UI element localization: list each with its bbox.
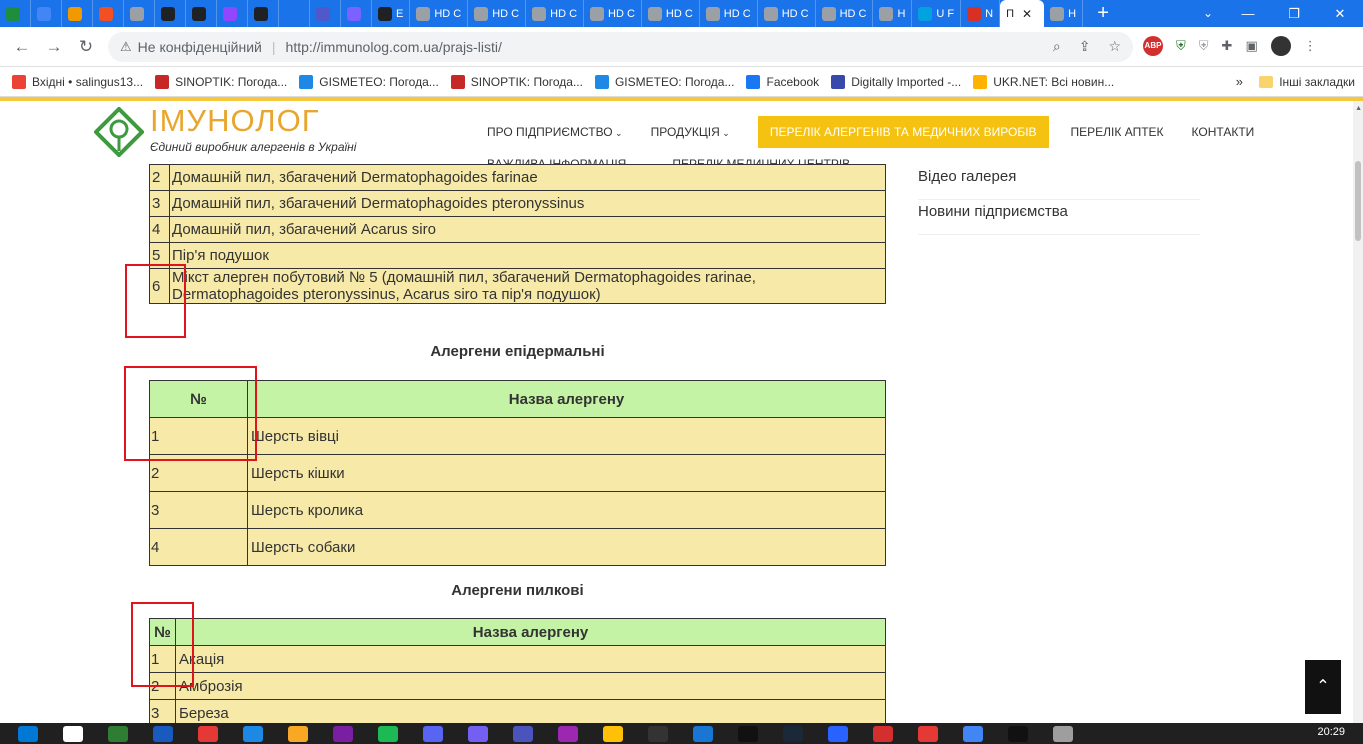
bookmark-item[interactable] <box>973 75 1114 89</box>
table-row <box>150 673 886 700</box>
bookmark-favicon-icon <box>746 75 760 89</box>
tab-favicon-icon <box>590 7 604 21</box>
taskbar-clock[interactable]: 20:29 <box>1317 726 1345 738</box>
divider: | <box>271 39 276 55</box>
windows-taskbar <box>0 723 1363 744</box>
bookmark-label: UKR.NET: Всі новин... <box>993 74 1115 89</box>
browser-tab[interactable] <box>279 0 310 27</box>
tab-favicon-icon <box>37 7 51 21</box>
forward-button[interactable]: → <box>45 36 63 56</box>
table-row <box>150 269 886 304</box>
browser-tab[interactable] <box>700 0 758 27</box>
tab-favicon-icon <box>99 7 113 21</box>
annotation-box <box>124 366 257 461</box>
taskbar-app-icon[interactable] <box>63 726 83 742</box>
tab-favicon-icon <box>416 7 430 21</box>
tab-label: HD C <box>608 7 635 20</box>
browser-tab[interactable] <box>584 0 642 27</box>
nav-item-label: ПЕРЕЛІК АПТЕК <box>1070 125 1164 139</box>
browser-tab[interactable] <box>961 0 1000 27</box>
tab-label: H <box>1068 7 1077 20</box>
bookmark-favicon-icon <box>595 75 609 89</box>
tab-favicon-icon <box>764 7 778 21</box>
browser-tab[interactable] <box>912 0 961 27</box>
tab-favicon-icon <box>378 7 392 21</box>
security-label[interactable]: Не конфіденційний <box>137 39 262 55</box>
allergen-name: Шерсть кішки <box>248 455 886 492</box>
browser-menu-icon[interactable]: ⋮ <box>1303 38 1317 53</box>
bookmark-favicon-icon <box>831 75 845 89</box>
bookmark-item[interactable] <box>746 75 819 89</box>
tab-favicon-icon <box>1050 7 1064 21</box>
row-number: 4 <box>150 529 248 566</box>
tab-label: E <box>396 7 404 20</box>
nav-item[interactable] <box>1071 125 1164 139</box>
taskbar-app-icon[interactable] <box>153 726 173 742</box>
tab-label: HD C <box>781 7 809 20</box>
taskbar-app-icon[interactable] <box>693 726 713 742</box>
table-row <box>150 492 886 529</box>
side-panel-icon[interactable]: ▣ <box>1245 38 1258 53</box>
table-row <box>150 165 886 191</box>
bookmark-item[interactable] <box>299 75 439 89</box>
column-number-header: № <box>150 619 176 646</box>
tab-favicon-icon <box>6 7 20 21</box>
table-row <box>150 217 886 243</box>
tab-favicon-icon <box>474 7 488 21</box>
row-number: 3 <box>150 191 170 217</box>
tab-favicon-icon <box>223 7 237 21</box>
allergen-name: Шерсть собаки <box>248 529 886 566</box>
header-accent-line <box>0 97 1363 101</box>
taskbar-app-icon[interactable] <box>603 726 623 742</box>
bookmark-label: Digitally Imported -... <box>851 74 962 89</box>
taskbar-app-icon[interactable] <box>963 726 983 742</box>
row-number: 3 <box>150 700 176 724</box>
share-icon[interactable]: ⇪ <box>1078 38 1091 54</box>
browser-tab[interactable] <box>410 0 468 27</box>
allergen-name: Амброзія <box>176 673 886 700</box>
tab-favicon-icon <box>347 7 361 21</box>
sidebar-link-news[interactable]: Новини підприємства <box>918 200 1200 235</box>
nav-item-label: ПРОДУКЦІЯ <box>650 125 720 139</box>
taskbar-app-icon[interactable] <box>783 726 803 742</box>
tab-favicon-icon <box>967 7 981 21</box>
minimize-button[interactable]: — <box>1241 6 1255 21</box>
extensions-puzzle-icon[interactable]: ✚ <box>1221 38 1233 53</box>
bookmark-label: GISMETEO: Погода... <box>614 74 735 89</box>
bookmarks-bar <box>0 67 1363 97</box>
taskbar-app-icon[interactable] <box>108 726 128 742</box>
sidebar-link-video[interactable]: Відео галерея <box>918 165 1200 200</box>
table-row <box>150 418 886 455</box>
table-row <box>150 243 886 269</box>
pollen-heading: Алергени пилкові <box>451 582 584 599</box>
annotation-box <box>131 602 194 687</box>
allergen-name: Шерсть кролика <box>248 492 886 529</box>
other-bookmarks[interactable] <box>1259 75 1355 89</box>
tab-label: HD C <box>434 7 462 20</box>
shield-outline-icon[interactable]: ⛨ <box>1198 38 1209 53</box>
taskbar-app-icon[interactable] <box>198 726 218 742</box>
taskbar-app-icon[interactable] <box>513 726 533 742</box>
bookmark-label: GISMETEO: Погода... <box>319 74 439 89</box>
other-bookmarks-label: Інші закладки <box>1279 74 1355 89</box>
scrollbar-thumb[interactable] <box>1355 161 1361 241</box>
row-number: 3 <box>150 492 248 529</box>
nav-item-label: ПЕРЕЛІК АЛЕРГЕНІВ ТА МЕДИЧНИХ ВИРОБІВ <box>769 125 1037 139</box>
reload-button[interactable]: ↻ <box>78 36 94 56</box>
scroll-to-top-button[interactable]: ⌃ <box>1305 660 1341 714</box>
browser-tab[interactable] <box>217 0 248 27</box>
nav-item[interactable] <box>1192 125 1255 139</box>
table-row <box>150 646 886 673</box>
browser-tab[interactable] <box>642 0 700 27</box>
taskbar-app-icon[interactable] <box>558 726 578 742</box>
browser-tab[interactable] <box>155 0 186 27</box>
tab-label: N <box>985 7 994 20</box>
annotation-box <box>125 264 186 338</box>
bookmark-list <box>0 75 1114 89</box>
bookmark-item[interactable] <box>12 75 143 89</box>
table-row <box>150 529 886 566</box>
taskbar-app-icon[interactable] <box>1053 726 1073 742</box>
row-number: 4 <box>150 217 170 243</box>
nav-item-label: ПРО ПІДПРИЄМСТВО <box>487 125 613 139</box>
row-number: 2 <box>150 673 176 700</box>
browser-tab[interactable] <box>31 0 62 27</box>
web-page <box>0 97 1363 723</box>
browser-tab[interactable] <box>341 0 372 27</box>
back-button[interactable]: ← <box>13 36 31 56</box>
browser-tab[interactable] <box>248 0 279 27</box>
site-brand[interactable]: ІМУНОЛОГ <box>150 103 320 138</box>
table-row <box>150 455 886 492</box>
bookmark-label: Вхідні • salingus13... <box>32 74 144 89</box>
taskbar-app-icon[interactable] <box>243 726 263 742</box>
taskbar-app-icon[interactable] <box>828 726 848 742</box>
allergen-name: Домашній пил, збагачений Dermatophagoides pteronyssinus <box>170 191 886 217</box>
taskbar-app-icon[interactable] <box>1008 726 1028 742</box>
allergen-name: Домашній пил, збагачений Dermatophagoides farinae <box>170 165 886 191</box>
row-number: 2 <box>150 455 248 492</box>
taskbar-app-icon[interactable] <box>423 726 443 742</box>
browser-tab[interactable] <box>124 0 155 27</box>
close-window-button[interactable]: ✕ <box>1334 6 1346 21</box>
taskbar-app-icon[interactable] <box>873 726 893 742</box>
tab-label: HD C <box>550 7 578 20</box>
bookmark-favicon-icon <box>451 75 465 89</box>
folder-icon <box>1259 76 1273 88</box>
browser-tab[interactable] <box>873 0 912 27</box>
table-header-row <box>150 619 886 646</box>
allergen-name: Береза <box>176 700 886 724</box>
column-number-header: № <box>150 381 248 418</box>
zoom-icon[interactable]: ⌕ <box>1052 38 1061 54</box>
pollen-allergens-table <box>149 618 886 723</box>
allergen-name: Мікст алерген побутовий № 5 (домашній пил, збагачений Dermatophagoides rarinae, Dermatophagoides pteronyssinus, Acarus siro та пір'я подушок) <box>170 269 886 304</box>
allergen-name: Домашній пил, збагачений Acarus siro <box>170 217 886 243</box>
tab-search-icon[interactable]: ⌄ <box>1202 6 1213 20</box>
chevron-down-icon: ⌄ <box>719 128 730 138</box>
taskbar-app-icon[interactable] <box>333 726 353 742</box>
row-number: 2 <box>150 165 170 191</box>
bookmark-favicon-icon <box>12 75 26 89</box>
tab-favicon-icon <box>316 7 330 21</box>
browser-tab[interactable] <box>0 0 31 27</box>
nav-item[interactable] <box>487 125 623 139</box>
nav-item[interactable] <box>651 125 730 139</box>
tab-favicon-icon <box>879 7 893 21</box>
allergen-name: Акація <box>176 646 886 673</box>
browser-toolbar <box>0 27 1363 67</box>
tab-favicon-icon <box>161 7 175 21</box>
adblock-icon[interactable]: ABP <box>1143 36 1163 56</box>
site-logo-icon[interactable] <box>94 107 144 157</box>
tab-favicon-icon <box>130 7 144 21</box>
browser-tab[interactable] <box>372 0 410 27</box>
tab-favicon-icon <box>918 7 932 21</box>
nav-item[interactable] <box>758 116 1049 148</box>
tab-favicon-icon <box>254 7 268 21</box>
bookmark-label: SINOPTIK: Погода... <box>175 74 288 89</box>
tab-favicon-icon <box>532 7 546 21</box>
bookmarks-overflow-button[interactable]: » <box>1235 74 1243 89</box>
household-allergens-table <box>149 164 886 304</box>
bookmark-item[interactable] <box>155 75 287 89</box>
tab-label: HD C <box>492 7 520 20</box>
tab-label: HD C <box>839 7 867 20</box>
allergen-name: Пір'я подушок <box>170 243 886 269</box>
browser-tab[interactable] <box>758 0 816 27</box>
tab-label: U F <box>936 7 955 20</box>
tab-favicon-icon <box>822 7 836 21</box>
extensions-area <box>1143 36 1317 56</box>
bookmark-label: SINOPTIK: Погода... <box>470 74 583 89</box>
taskbar-app-icon[interactable] <box>468 726 488 742</box>
row-number: 1 <box>150 418 248 455</box>
browser-tab[interactable] <box>93 0 124 27</box>
taskbar-app-icon[interactable] <box>918 726 938 742</box>
taskbar-icons <box>0 726 1073 742</box>
epidermal-allergens-table <box>149 380 886 566</box>
omnibox-actions <box>1053 38 1121 55</box>
active-tab-label: П <box>1006 7 1015 20</box>
tab-favicon-icon <box>68 7 82 21</box>
site-tagline: Єдиний виробник алергенів в Україні <box>150 140 357 154</box>
taskbar-app-icon[interactable] <box>648 726 668 742</box>
table-header-row <box>150 381 886 418</box>
browser-tab[interactable] <box>1044 0 1083 27</box>
bookmark-favicon-icon <box>299 75 313 89</box>
browser-tab[interactable] <box>310 0 341 27</box>
main-nav <box>487 116 1282 148</box>
close-tab-icon[interactable]: ✕ <box>1022 6 1033 21</box>
tab-list <box>0 0 1000 27</box>
window-controls <box>1225 0 1363 27</box>
column-name-header: Назва алергену <box>176 619 886 646</box>
bookmark-star-icon[interactable]: ☆ <box>1108 38 1121 54</box>
column-name-header: Назва алергену <box>248 381 886 418</box>
warning-icon[interactable]: ⚠ <box>120 39 132 54</box>
epidermal-heading: Алергени епідермальні <box>430 343 605 360</box>
browser-tab[interactable] <box>526 0 584 27</box>
browser-tab[interactable] <box>62 0 93 27</box>
bookmark-favicon-icon <box>973 75 987 89</box>
taskbar-app-icon[interactable] <box>738 726 758 742</box>
tab-favicon-icon <box>192 7 206 21</box>
tab-label: HD C <box>665 7 693 20</box>
address-bar[interactable] <box>108 32 1133 62</box>
tab-favicon-icon <box>648 7 662 21</box>
tab-favicon-icon <box>706 7 720 21</box>
url-text[interactable]: http://immunolog.com.ua/prajs-listi/ <box>285 39 502 55</box>
bookmark-item[interactable] <box>595 75 735 89</box>
sidebar-links <box>918 165 1200 235</box>
row-number: 1 <box>150 646 176 673</box>
new-tab-button[interactable]: + <box>1097 2 1109 24</box>
taskbar-app-icon[interactable] <box>288 726 308 742</box>
active-tab[interactable] <box>1000 0 1044 27</box>
row-number: 5 <box>150 243 170 269</box>
shield-icon[interactable]: ⛨ <box>1176 38 1186 53</box>
chevron-down-icon: ⌄ <box>612 128 623 138</box>
table-row <box>150 191 886 217</box>
page-scrollbar[interactable] <box>1353 101 1363 723</box>
tab-label: HD C <box>723 7 751 20</box>
taskbar-app-icon[interactable] <box>18 726 38 742</box>
browser-tab[interactable] <box>186 0 217 27</box>
scroll-up-arrow-icon[interactable]: ▲ <box>1355 105 1362 112</box>
tab-label: H <box>897 7 906 20</box>
table-row <box>150 700 886 724</box>
tab-favicon-icon <box>285 7 299 21</box>
browser-tab[interactable] <box>816 0 874 27</box>
taskbar-app-icon[interactable] <box>378 726 398 742</box>
allergen-name: Шерсть вівці <box>248 418 886 455</box>
profile-avatar[interactable] <box>1271 36 1291 56</box>
browser-tab[interactable] <box>468 0 526 27</box>
browser-tab-strip <box>0 0 1363 27</box>
restore-button[interactable]: ❐ <box>1288 6 1300 21</box>
bookmark-item[interactable] <box>451 75 583 89</box>
nav-item-label: КОНТАКТИ <box>1191 125 1255 139</box>
row-number: 6 <box>150 269 170 304</box>
bookmark-favicon-icon <box>155 75 169 89</box>
bookmark-label: Facebook <box>766 74 820 89</box>
bookmark-item[interactable] <box>831 75 961 89</box>
